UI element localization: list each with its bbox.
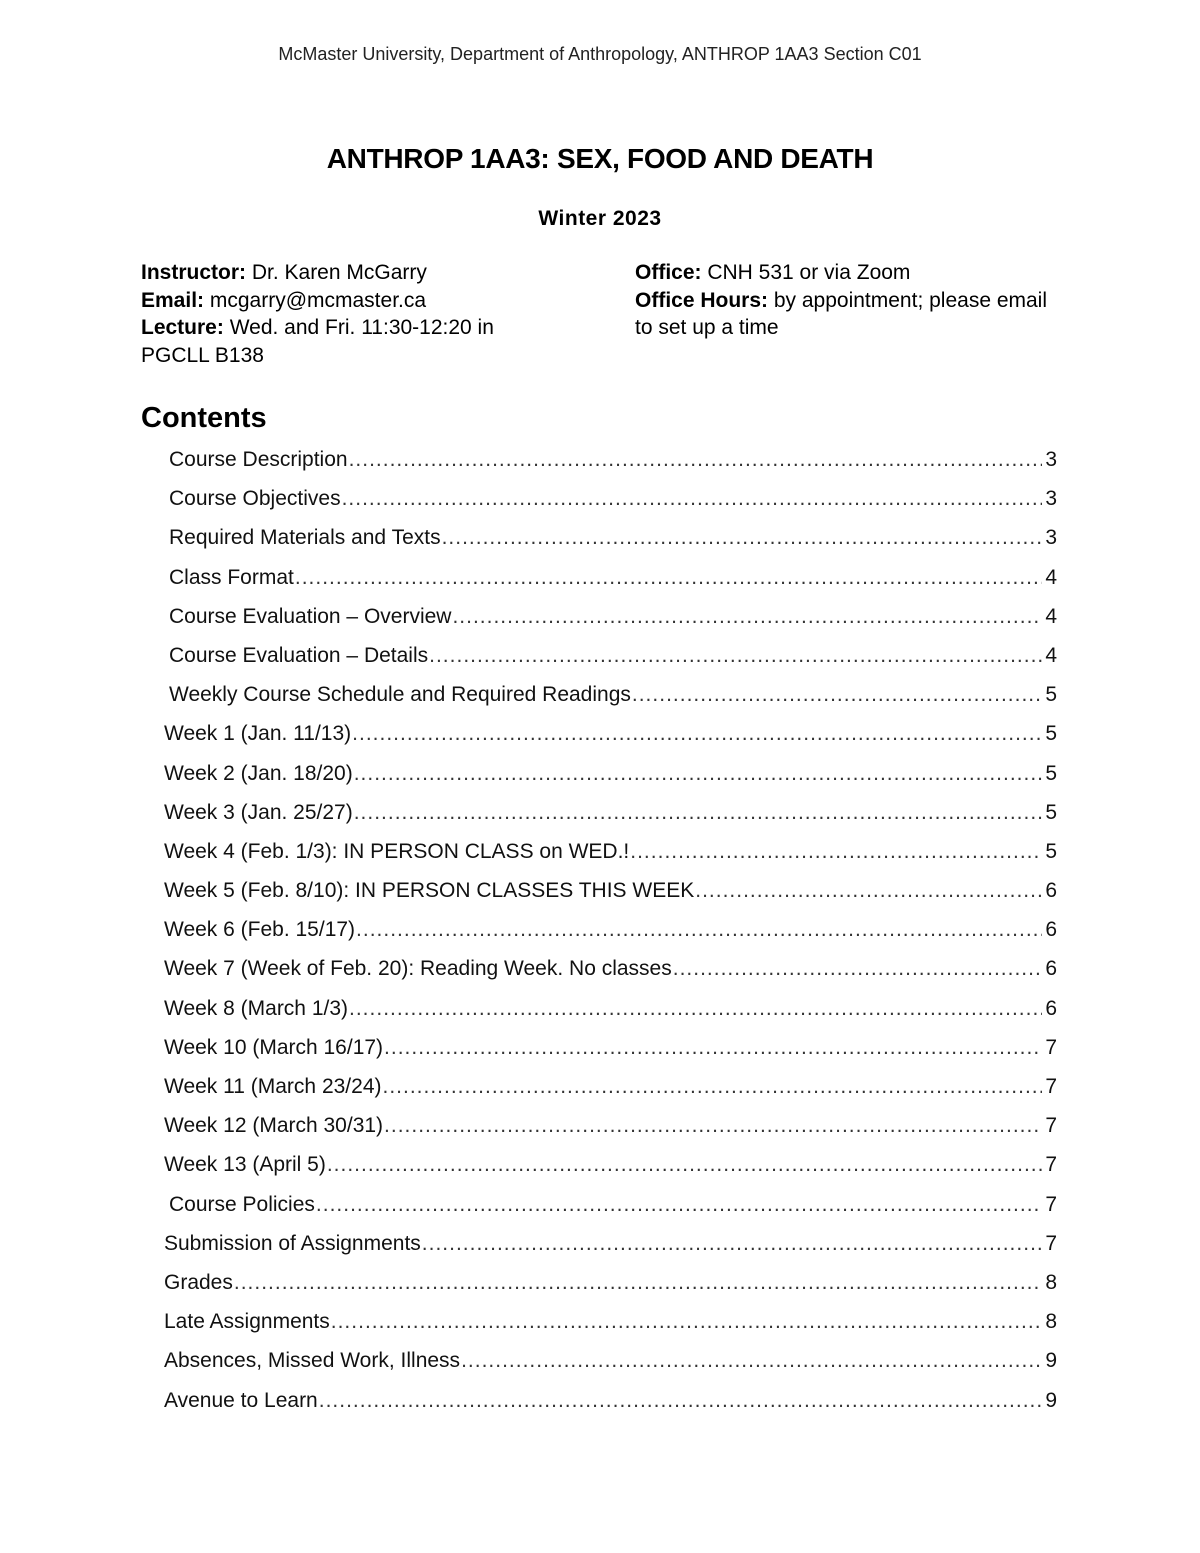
toc-entry[interactable] [0, 602, 1200, 641]
toc-entry-title: Course Policies [169, 1192, 315, 1216]
toc-entry-page: 3 [1045, 526, 1057, 550]
toc-entry-page: 5 [1045, 839, 1057, 863]
toc-dot-leader [461, 1346, 1042, 1375]
toc-dot-leader [630, 837, 1042, 866]
toc-entry-page: 7 [1045, 1114, 1057, 1138]
toc-entry-page: 7 [1045, 1231, 1057, 1255]
toc-entry[interactable] [0, 1150, 1200, 1189]
running-header: McMaster University, Department of Anthropology, ANTHROP 1AA3 Section C01 [278, 44, 922, 64]
toc-dot-leader [331, 1307, 1042, 1336]
toc-dot-leader [327, 1150, 1042, 1179]
toc-dot-leader [342, 484, 1042, 513]
toc-entry-page: 7 [1045, 1192, 1057, 1216]
lecture-label: Lecture: [141, 316, 224, 339]
office-hours-label: Office Hours: [635, 288, 769, 312]
toc-entry-page: 3 [1045, 448, 1057, 471]
toc-dot-leader [354, 798, 1042, 827]
toc-entry[interactable] [0, 719, 1200, 758]
course-info-right [635, 259, 1055, 342]
toc-dot-leader [352, 719, 1042, 748]
toc-entry-title: Submission of Assignments [164, 1231, 421, 1255]
toc-entry[interactable] [0, 876, 1200, 915]
toc-entry-title: Course Evaluation – Overview [169, 604, 452, 628]
toc-entry-page: 6 [1045, 879, 1057, 903]
toc-entry[interactable] [0, 523, 1200, 562]
toc-entry[interactable] [0, 484, 1200, 523]
toc-dot-leader [356, 915, 1042, 944]
toc-entry-page: 9 [1045, 1349, 1057, 1373]
toc-entry-page: 8 [1045, 1310, 1057, 1334]
toc-entry-title: Week 3 (Jan. 25/27) [164, 800, 353, 824]
office-value: CNH 531 or via Zoom [701, 261, 911, 284]
toc-entry-title: Week 13 (April 5) [164, 1153, 326, 1177]
instructor-value: Dr. Karen McGarry [246, 261, 427, 284]
course-title: ANTHROP 1AA3: SEX, FOOD AND DEATH [326, 143, 874, 174]
toc-entry[interactable] [0, 445, 1200, 484]
toc-entry[interactable] [0, 759, 1200, 798]
toc-entry-page: 6 [1045, 957, 1057, 981]
toc-entry-page: 5 [1045, 683, 1057, 707]
toc-entry-page: 5 [1045, 800, 1057, 824]
toc-entry[interactable] [0, 1033, 1200, 1072]
toc-entry-title: Week 2 (Jan. 18/20) [164, 761, 353, 785]
toc-dot-leader [429, 641, 1042, 670]
toc-entry[interactable] [0, 641, 1200, 680]
toc-entry[interactable] [0, 1072, 1200, 1111]
office-hours-value: by appointment; please email to set up a time [635, 288, 1048, 339]
toc-entry-title: Week 5 (Feb. 8/10): IN PERSON CLASSES THIS WEEK [164, 879, 695, 903]
toc-entry[interactable] [0, 915, 1200, 954]
email-line [141, 287, 561, 315]
toc-entry-title: Absences, Missed Work, Illness [164, 1349, 461, 1373]
toc-dot-leader [384, 1033, 1042, 1062]
toc-dot-leader [695, 876, 1042, 905]
toc-entry-page: 9 [1045, 1388, 1057, 1412]
course-term: Winter 2023 [538, 207, 662, 230]
toc-entry[interactable] [0, 1229, 1200, 1268]
toc-entry-title: Week 6 (Feb. 15/17) [164, 918, 356, 942]
toc-entry-title: Avenue to Learn [164, 1388, 318, 1412]
toc-entry-page: 5 [1045, 761, 1057, 785]
toc-entry[interactable] [0, 1346, 1200, 1385]
toc-entry[interactable] [0, 837, 1200, 876]
toc-dot-leader [316, 1190, 1042, 1219]
toc-dot-leader [234, 1268, 1042, 1297]
toc-entry-title: Week 11 (March 23/24) [164, 1075, 382, 1098]
toc-dot-leader [349, 445, 1042, 474]
toc-entry[interactable] [0, 1307, 1200, 1346]
toc-entry[interactable] [0, 1190, 1200, 1229]
toc-entry-title: Weekly Course Schedule and Required Readings [169, 683, 631, 707]
toc-entry-title: Late Assignments [164, 1310, 330, 1334]
toc-entry-page: 6 [1045, 996, 1057, 1020]
toc-dot-leader [354, 759, 1042, 788]
email-label: Email: [141, 288, 205, 312]
toc-entry[interactable] [0, 994, 1200, 1033]
toc-entry-page: 4 [1045, 643, 1057, 667]
toc-entry-page: 4 [1045, 565, 1057, 589]
toc-entry[interactable] [0, 563, 1200, 602]
course-info-left [141, 259, 561, 369]
toc-dot-leader [442, 523, 1042, 552]
toc-entry-title: Required Materials and Texts [169, 526, 441, 550]
toc-entry[interactable] [0, 798, 1200, 837]
toc-entry[interactable] [0, 1111, 1200, 1150]
instructor-label: Instructor: [141, 261, 246, 284]
table-of-contents [0, 445, 1200, 1425]
toc-entry-page: 6 [1045, 918, 1057, 942]
toc-dot-leader [383, 1072, 1043, 1101]
toc-entry-title: Week 1 (Jan. 11/13) [164, 722, 352, 746]
office-hours-line [635, 287, 1055, 342]
toc-entry-page: 7 [1045, 1035, 1057, 1059]
office-label: Office: [635, 261, 702, 284]
toc-dot-leader [319, 1386, 1042, 1415]
toc-entry-page: 5 [1045, 722, 1057, 746]
toc-dot-leader [422, 1229, 1042, 1258]
toc-entry-page: 3 [1045, 487, 1057, 511]
toc-entry-title: Week 8 (March 1/3) [164, 996, 349, 1020]
toc-entry-title: Week 7 (Week of Feb. 20): Reading Week. No classes [164, 957, 672, 981]
toc-dot-leader [673, 954, 1042, 983]
lecture-line [141, 314, 561, 369]
toc-entry-page: 4 [1045, 604, 1057, 628]
toc-dot-leader [632, 680, 1042, 709]
toc-entry-title: Week 10 (March 16/17) [164, 1035, 384, 1059]
toc-dot-leader [295, 563, 1042, 592]
instructor-line [141, 259, 561, 287]
toc-entry-title: Week 4 (Feb. 1/3): IN PERSON CLASS on WED.! [164, 839, 630, 863]
toc-entry[interactable] [0, 1268, 1200, 1307]
toc-entry-title: Grades [164, 1270, 233, 1294]
toc-entry-title: Class Format [169, 565, 294, 589]
toc-entry-title: Week 12 (March 30/31) [164, 1114, 384, 1138]
toc-dot-leader [452, 602, 1042, 631]
toc-entry-title: Course Description [169, 448, 348, 471]
email-value[interactable]: mcgarry@mcmaster.ca [204, 288, 427, 312]
toc-entry-title: Course Evaluation – Details [169, 643, 429, 667]
toc-entry[interactable] [0, 680, 1200, 719]
toc-entry-title: Course Objectives [169, 487, 341, 511]
toc-entry-page: 7 [1045, 1153, 1057, 1177]
lecture-value: Wed. and Fri. 11:30-12:20 in PGCLL B138 [141, 316, 494, 367]
toc-entry[interactable] [0, 954, 1200, 993]
toc-dot-leader [349, 994, 1042, 1023]
toc-entry-page: 8 [1045, 1270, 1057, 1294]
toc-entry-page: 7 [1045, 1075, 1057, 1098]
toc-dot-leader [384, 1111, 1042, 1140]
toc-entry[interactable] [0, 1386, 1200, 1425]
contents-heading: Contents [141, 402, 267, 434]
office-line [635, 259, 1055, 287]
